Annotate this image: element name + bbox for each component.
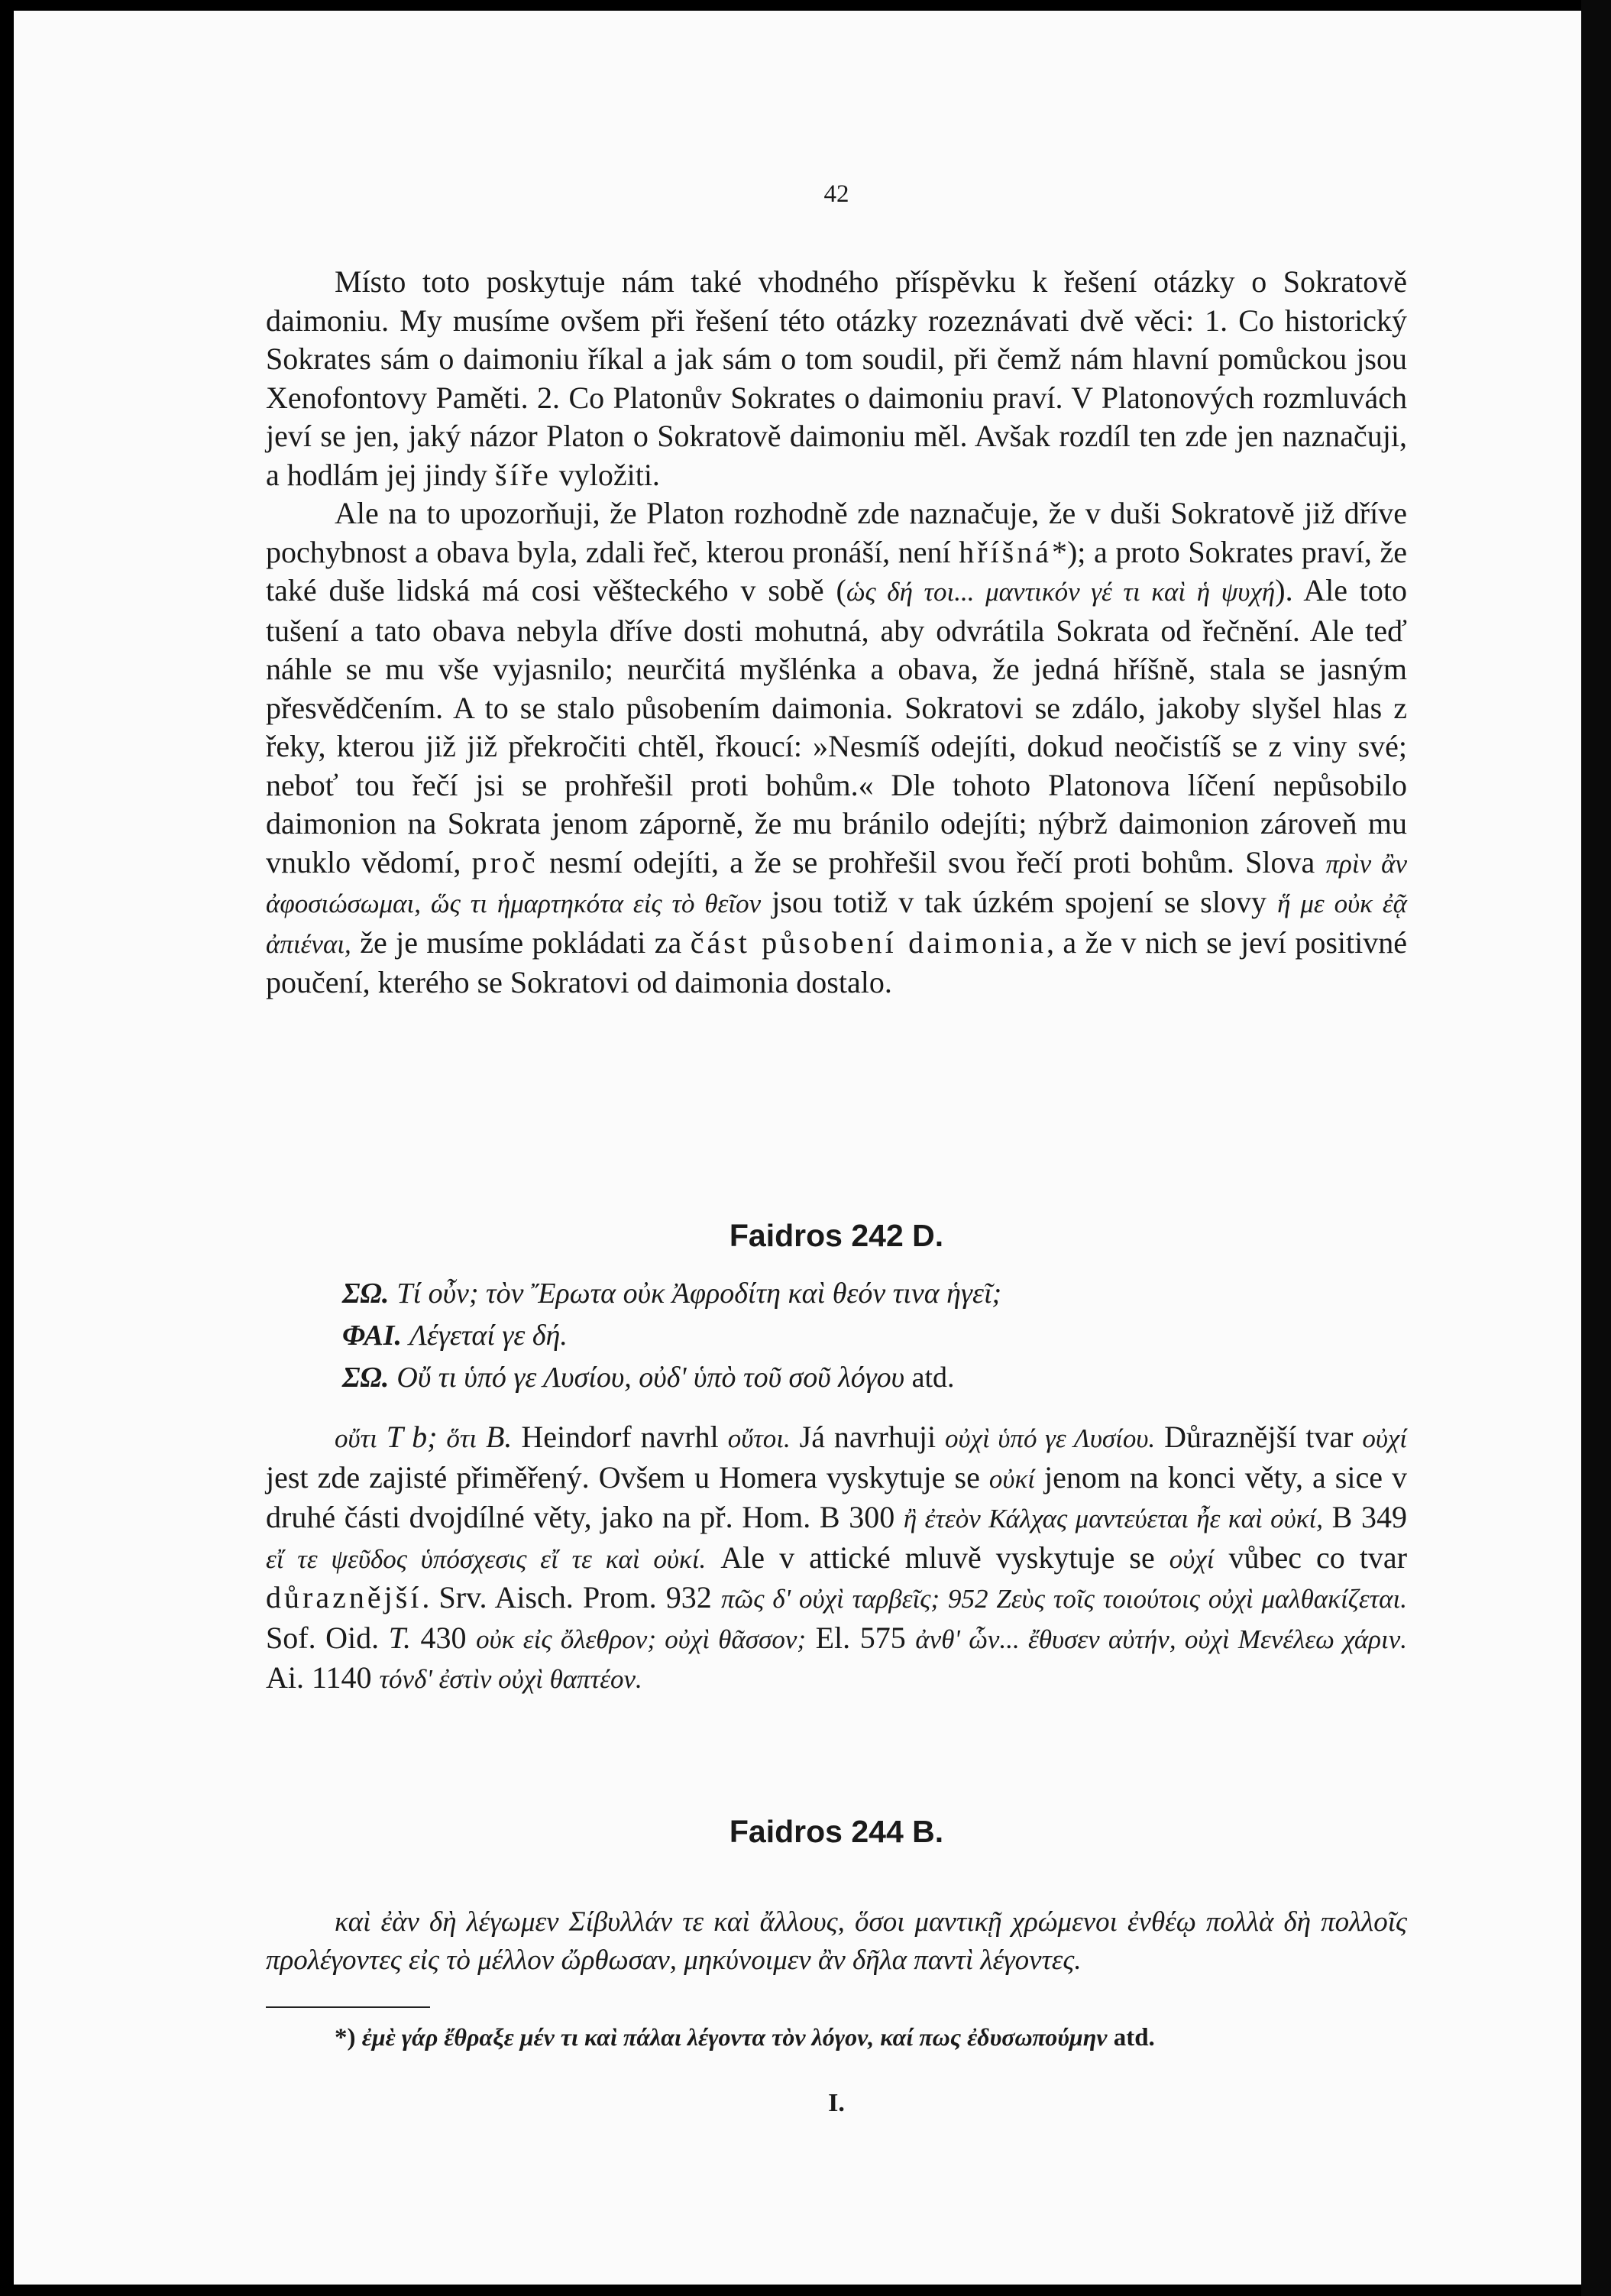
greek-citation: ἀνθ' ὧν... ἔθυσεν αὐτήν, οὐχὶ Μενέλεω χάριν. [915, 1624, 1407, 1654]
italic-text: T b; [377, 1420, 447, 1454]
greek-citation: οὐκί [988, 1463, 1035, 1494]
greek-citation: οὔτοι. [727, 1423, 791, 1453]
greek-citation: ἢ ἐτεὸν Κάλχας μαντεύεται ἦε καὶ οὐκί, [903, 1504, 1324, 1533]
dialogue-line-1 [342, 1277, 1001, 1310]
emphasized-text: proč [471, 844, 539, 879]
greek-citation: ὅτι [446, 1423, 477, 1453]
text-run: . Srv. Aisch. Prom. 932 [422, 1580, 721, 1614]
scan-edge [1581, 0, 1611, 2296]
speaker-label: ΣΩ. [342, 1362, 390, 1394]
footnote [335, 2023, 1407, 2052]
text-run: jenom na konci věty, a sice v druhé části dvojdílné věty, jako na př. Hom. B 300 [266, 1459, 1408, 1534]
greek-citation: οὔτι [335, 1423, 377, 1453]
dialogue-text: Οὔ τι ὑπό γε Λυσίου, οὐδ' ὑπὸ τοῦ σοῦ λόγου [396, 1362, 905, 1394]
text-run: , a že v nich se jeví positivné poučení, kterého se Sokratovi od daimonia dostalo. [266, 925, 1408, 999]
greek-citation: ἥ με οὐκ ἐᾷ ἀπιέναι, [266, 889, 1407, 959]
text-run: vyložiti. [551, 457, 660, 492]
greek-citation: οὐχί [1362, 1423, 1407, 1453]
dialogue-suffix: atd. [904, 1362, 955, 1394]
text-run: 430 [410, 1620, 477, 1655]
greek-citation: οὐχὶ ὑπό γε Λυσίου. [945, 1423, 1156, 1453]
footnote-greek-text: ἐμὲ γάρ ἔθραξε μέν τι καὶ πάλαι λέγοντα τὸν λόγον, καί πως ἐδυσωπούμην [361, 2023, 1108, 2051]
text-run: nesmí odejíti, a že se prohřešil svou řečí proti bohům. Slova [538, 844, 1326, 879]
speaker-label: ΦΑΙ. [342, 1320, 402, 1352]
text-run: ). Ale toto tušení a tato obava nebyla dříve dosti mohutná, aby odvrátila Sokrata od řečnění. Ale teď náhle se mu vše vyjasnilo; neurčitá myšlénka a obava, že jedná hříšně, stala se jasným přesvědčením. A to se stalo působením daimonia. Sokratovi se zdálo, jakoby slyšel hlas z řeky, kterou již již překročiti chtěl, řkoucí: »Nesmíš odejíti, dokud neočistíš se z viny své; neboť tou řečí jsi se prohřešil proti bohům.« Dle tohoto Platonova líčení nepůsobilo daimonion na Sokrata jenom záporně, že mu bránilo odejíti; nýbrž daimonion zároveň mu vnuklo vědomí, [266, 573, 1408, 879]
emphasized-text: důraznější [266, 1580, 422, 1614]
text-run: Heindorf navrhl [512, 1420, 728, 1454]
text-run: Místo toto poskytuje nám také vhodného příspěvku k řešení otázky o Sokratově daimoniu. My musíme ovšem při řešení této otázky rozeznávati dvě věci: 1. Co historický Sokrates sám o daimoniu říkal a jak sám o tom soudil, při čemž nám hlavní pomůckou jsou Xenofontovy Paměti. 2. Co Platonův Sokrates o daimoniu praví. V Platonových rozmluvách jeví se jen, jaký názor Platon o Sokratově daimoniu měl. Avšak rozdíl ten zde jen naznačuji, a hodlám jej jindy [266, 264, 1407, 492]
text-run: Důraznější tvar [1155, 1420, 1363, 1454]
text-run: že je musíme pokládati za [351, 925, 691, 960]
document-page [14, 11, 1592, 2285]
paragraph-1 [266, 263, 1407, 494]
page-number: 42 [823, 180, 849, 208]
text-run: B 349 [1323, 1500, 1407, 1534]
dialogue-text: Λέγεταί γε δή. [409, 1320, 568, 1352]
greek-citation: ὡς δή τοι... μαντικόν γέ τι καὶ ἡ ψυχή [846, 577, 1276, 607]
signature-mark: I. [828, 2089, 845, 2117]
text-run: Ai. 1140 [266, 1660, 380, 1695]
text-run: vůbec co tvar [1214, 1540, 1408, 1575]
text-run: jest zde zajisté přiměřený. Ovšem u Homera vyskytuje se [266, 1459, 989, 1495]
greek-citation: οὐχί [1169, 1543, 1215, 1574]
critical-notes-242d [266, 1418, 1407, 1699]
text-run: Ale v attické mluvě vyskytuje se [706, 1540, 1169, 1575]
greek-citation: εἴ τε ψεῦδος ὑπόσχεσις εἴ τε καὶ οὐκί. [266, 1543, 707, 1574]
footnote-suffix: atd. [1107, 2024, 1155, 2052]
text-run: El. 575 [806, 1620, 916, 1655]
italic-text: B. [477, 1420, 513, 1454]
paragraph-2 [266, 494, 1407, 1002]
greek-quotation-244b: καὶ ἐὰν δὴ λέγωμεν Σίβυλλάν τε καὶ ἄλλους, ὅσοι μαντικῇ χρώμενοι ἐνθέῳ πολλὰ δὴ πολλοῖς προλέγοντες εἰς τὸ μέλλον ὤρθωσαν, μηκύνοιμεν ἂν δῆλα παντὶ λέγοντες. [266, 1906, 1407, 1976]
text-run: *); a proto Sokrates praví, že také duše lidská má cosi věšteckého v sobě ( [266, 534, 1407, 607]
section-heading-faidros-244b: Faidros 244 B. [729, 1814, 944, 1849]
text-run: Ale na to upozorňuji, že Platon rozhodně zde naznačuje, že v duši Sokratově již dříve pochybnost a obava byla, zdali řeč, kterou pronáší, není [266, 496, 1407, 569]
greek-citation: πῶς δ' οὐχὶ ταρβεῖς; 952 Ζεὺς τοῖς τοιούτοις οὐχὶ μαλθακίζεται. [720, 1584, 1407, 1614]
text-run: Já navrhuji [790, 1420, 946, 1454]
body-text [266, 263, 1407, 1002]
dialogue-line-3 [342, 1361, 955, 1394]
greek-citation: οὐκ εἰς ὄλεθρον; οὐχὶ θᾶσσον; [476, 1624, 807, 1654]
text-run: Sof. Oid. [266, 1620, 389, 1655]
footnote-marker: *) [335, 2024, 356, 2052]
footnote-divider [266, 2006, 430, 2008]
greek-citation: τόνδ' ἐστὶν οὐχὶ θαπτέον. [379, 1664, 642, 1694]
italic-text: T. [388, 1620, 411, 1655]
emphasized-text: šíře [494, 457, 552, 492]
speaker-label: ΣΩ. [342, 1278, 390, 1310]
text-run: jsou totiž v tak úzkém spojení se slovy [761, 885, 1278, 919]
greek-citation: πρὶν ἂν ἀφοσιώσωμαι, ὥς τι ἡμαρτηκότα εἰς τὸ θεῖον [266, 848, 1408, 918]
section-heading-faidros-242d: Faidros 242 D. [729, 1218, 944, 1253]
dialogue-line-2 [342, 1319, 568, 1352]
emphasized-text: hříšná [959, 534, 1052, 569]
emphasized-text: část působení daimonia [690, 925, 1047, 960]
dialogue-text: Τί οὖν; τὸν Ἔρωτα οὐκ Ἀφροδίτη καὶ θεόν τινα ἡγεῖ; [396, 1278, 1002, 1310]
